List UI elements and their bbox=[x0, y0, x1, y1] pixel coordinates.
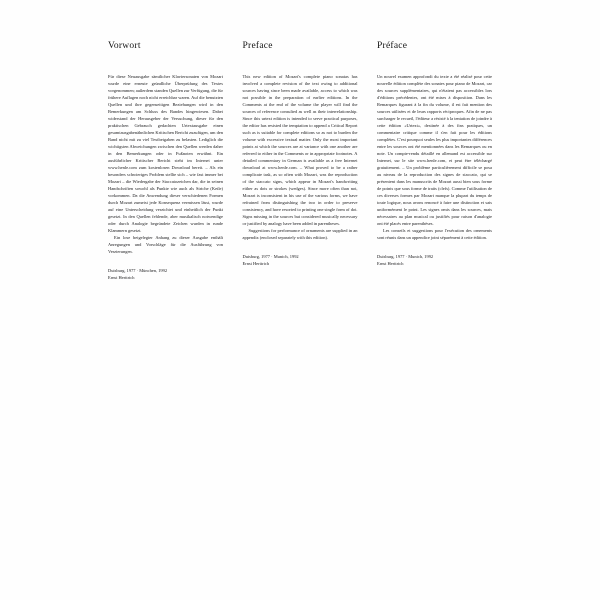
body-paragraph-french-1: Un nouvel examen approfondi du texte a été réalisé pour cette nouvelle édition complète des sonates pour piano de Mozart, car des sources supplémentaires, qui n'étaient pas accessibles lors d'éditions précédentes, ont été mises à disposition. Dans les Remarques figurant à la fin du volume, il est fait mention des sources utilisées et de leurs rapports réciproques. Afin de ne pas surcharger le recueil, l'éditeur a résisté à la tentation de joindre à cette édition «Urtext», destinée à des fins pratiques, un commentaire critique comme il s'en fait pour les éditions complètes. C'est pourquoi seules les plus importantes différences entre les sources ont été mentionnées dans les Remarques ou en note. Un compte-rendu détaillé en allemand est accessible sur Internet, sur le site www.henle.com, et peut être téléchargé gratuitement. – Un problème particulièrement difficile se posa au niveau de la reproduction des signes de staccato, qui se présentent dans les manuscrits de Mozart aussi bien sous forme de points que sous forme de traits (clefs). Comme l'utilisation de ces diverses formes par Mozart manque la plupart du temps de toute logique, nous avons renoncé à faire une distinction et sais uniformément le point. Les signes omis dans les sources, mais nécessaires au plan musical ou justifiés pour raison d'analogie ont été placés entre parenthèses. bbox=[377, 73, 492, 226]
signature-place-english: Duisburg, 1977 · Munich, 1992 bbox=[242, 253, 299, 259]
heading-preface: Preface bbox=[242, 41, 273, 51]
body-paragraph-english-2: Suggestions for performance of ornaments are supplied in an appendix (enclosed separately with this edition). bbox=[242, 227, 358, 240]
heading-preface-fr: Préface bbox=[377, 41, 408, 51]
signature-french bbox=[377, 253, 492, 267]
column-english bbox=[243, 42, 358, 281]
heading-vorwort: Vorwort bbox=[108, 41, 141, 51]
three-column-preface bbox=[108, 42, 492, 281]
signature-place-french: Duisburg, 1977 · Munich, 1992 bbox=[377, 253, 434, 259]
body-paragraph-german-1: Für diese Neuausgabe sämtlicher Klaviersonaten von Mozart wurde eine erneute gründliche Überprüfung des Textes vorgenommen; außerdem standen Quellen zur Verfügung, die für frühere Auflagen noch nicht erreichbar waren. Auf die benutzten Quellen und ihre gegenseitigen Beziehungen wird in den Bemerkungen am Schluss des Bandes hingewiesen. Dabei widerstand der Herausgeber der Versuchung, dieser für den praktischen Gebrauch gedachten Urtextausgabe einen gesamtausgabenähnlichen Kritischen Bericht zuzufügen, um den Band nicht mit zu viel Textbeigaben zu belasten. Lediglich die wichtigsten Abweichungen zwischen den Quellen werden daher in den Bemerkungen oder in Fußnoten erwähnt. Ein ausführlicher Kritischer Bericht steht im Internet unter www.henle.com zum kostenlosen Download bereit. – Als ein besonders schwieriges Problem stellte sich – wie fast immer bei Mozart – die Wiedergabe der Staccatozeichen dar, die in seinen Handschriften sowohl als Punkte wie auch als Striche (Keile) vorkommen. Da die Anwendung dieser verschiedenen Formen durch Mozart zumeist jede Konsequenz vermissen lässt, wurde auf eine Unterscheidung verzichtet und einheitlich der Punkt gesetzt. In den Quellen fehlende, aber musikalisch notwendige oder durch Analogie begründete Zeichen wurden in runde Klammern gesetzt. bbox=[108, 73, 223, 233]
body-paragraph-french-2: Les conseils et suggestions pour l'exécution des ornements sont réunis dans un appendice joint séparément à cette édition. bbox=[377, 227, 492, 240]
signature-name-french: Ernst Herttrich bbox=[377, 260, 404, 266]
column-french bbox=[377, 42, 492, 281]
column-german bbox=[108, 42, 223, 281]
signature-german bbox=[108, 267, 223, 281]
body-paragraph-english-1: This new edition of Mozart's complete piano sonatas has involved a complete revision of the text owing to additional sources having since been made available, access to which was not possible in the preparation of earlier editions. In the Comments at the end of the volume the player will find the sources of reference consulted as well as their interrelationship. Since this urtext edition is intended to serve practical purposes, the editor has resisted the temptation to append a Critical Report such as is suitable for complete editions so as not to burden the volume with excessive textual matter. Only the most important points at which the sources are at variance with one another are referred to either in the Comments or in appropriate footnotes. A detailed commentary in German is available as a free Internet download at www.henle.com. – What proved to be a rather complicate task, as so often with Mozart, was the reproduction of the staccato signs, which appear in Mozart's handwriting either as dots or strokes (wedges). Since more often than not, Mozart is inconsistent in his use of the various forms, we have refrained from distinguishing the two in order to preserve consistency, and have resorted to printing one single form of dot. Signs missing in the sources but considered musically necessary or justified by analogy have been added in parentheses. bbox=[242, 73, 358, 226]
signature-english bbox=[243, 253, 358, 267]
body-paragraph-german-2: Ein lose beigelegter Anhang zu dieser Ausgabe enthält Anregungen und Vorschläge für die Ausführung von Verzierungen. bbox=[108, 234, 223, 254]
signature-place-german: Duisburg, 1977 · München, 1992 bbox=[108, 267, 168, 273]
signature-name-english: Ernst Herttrich bbox=[242, 260, 269, 266]
signature-name-german: Ernst Herttrich bbox=[108, 274, 135, 280]
